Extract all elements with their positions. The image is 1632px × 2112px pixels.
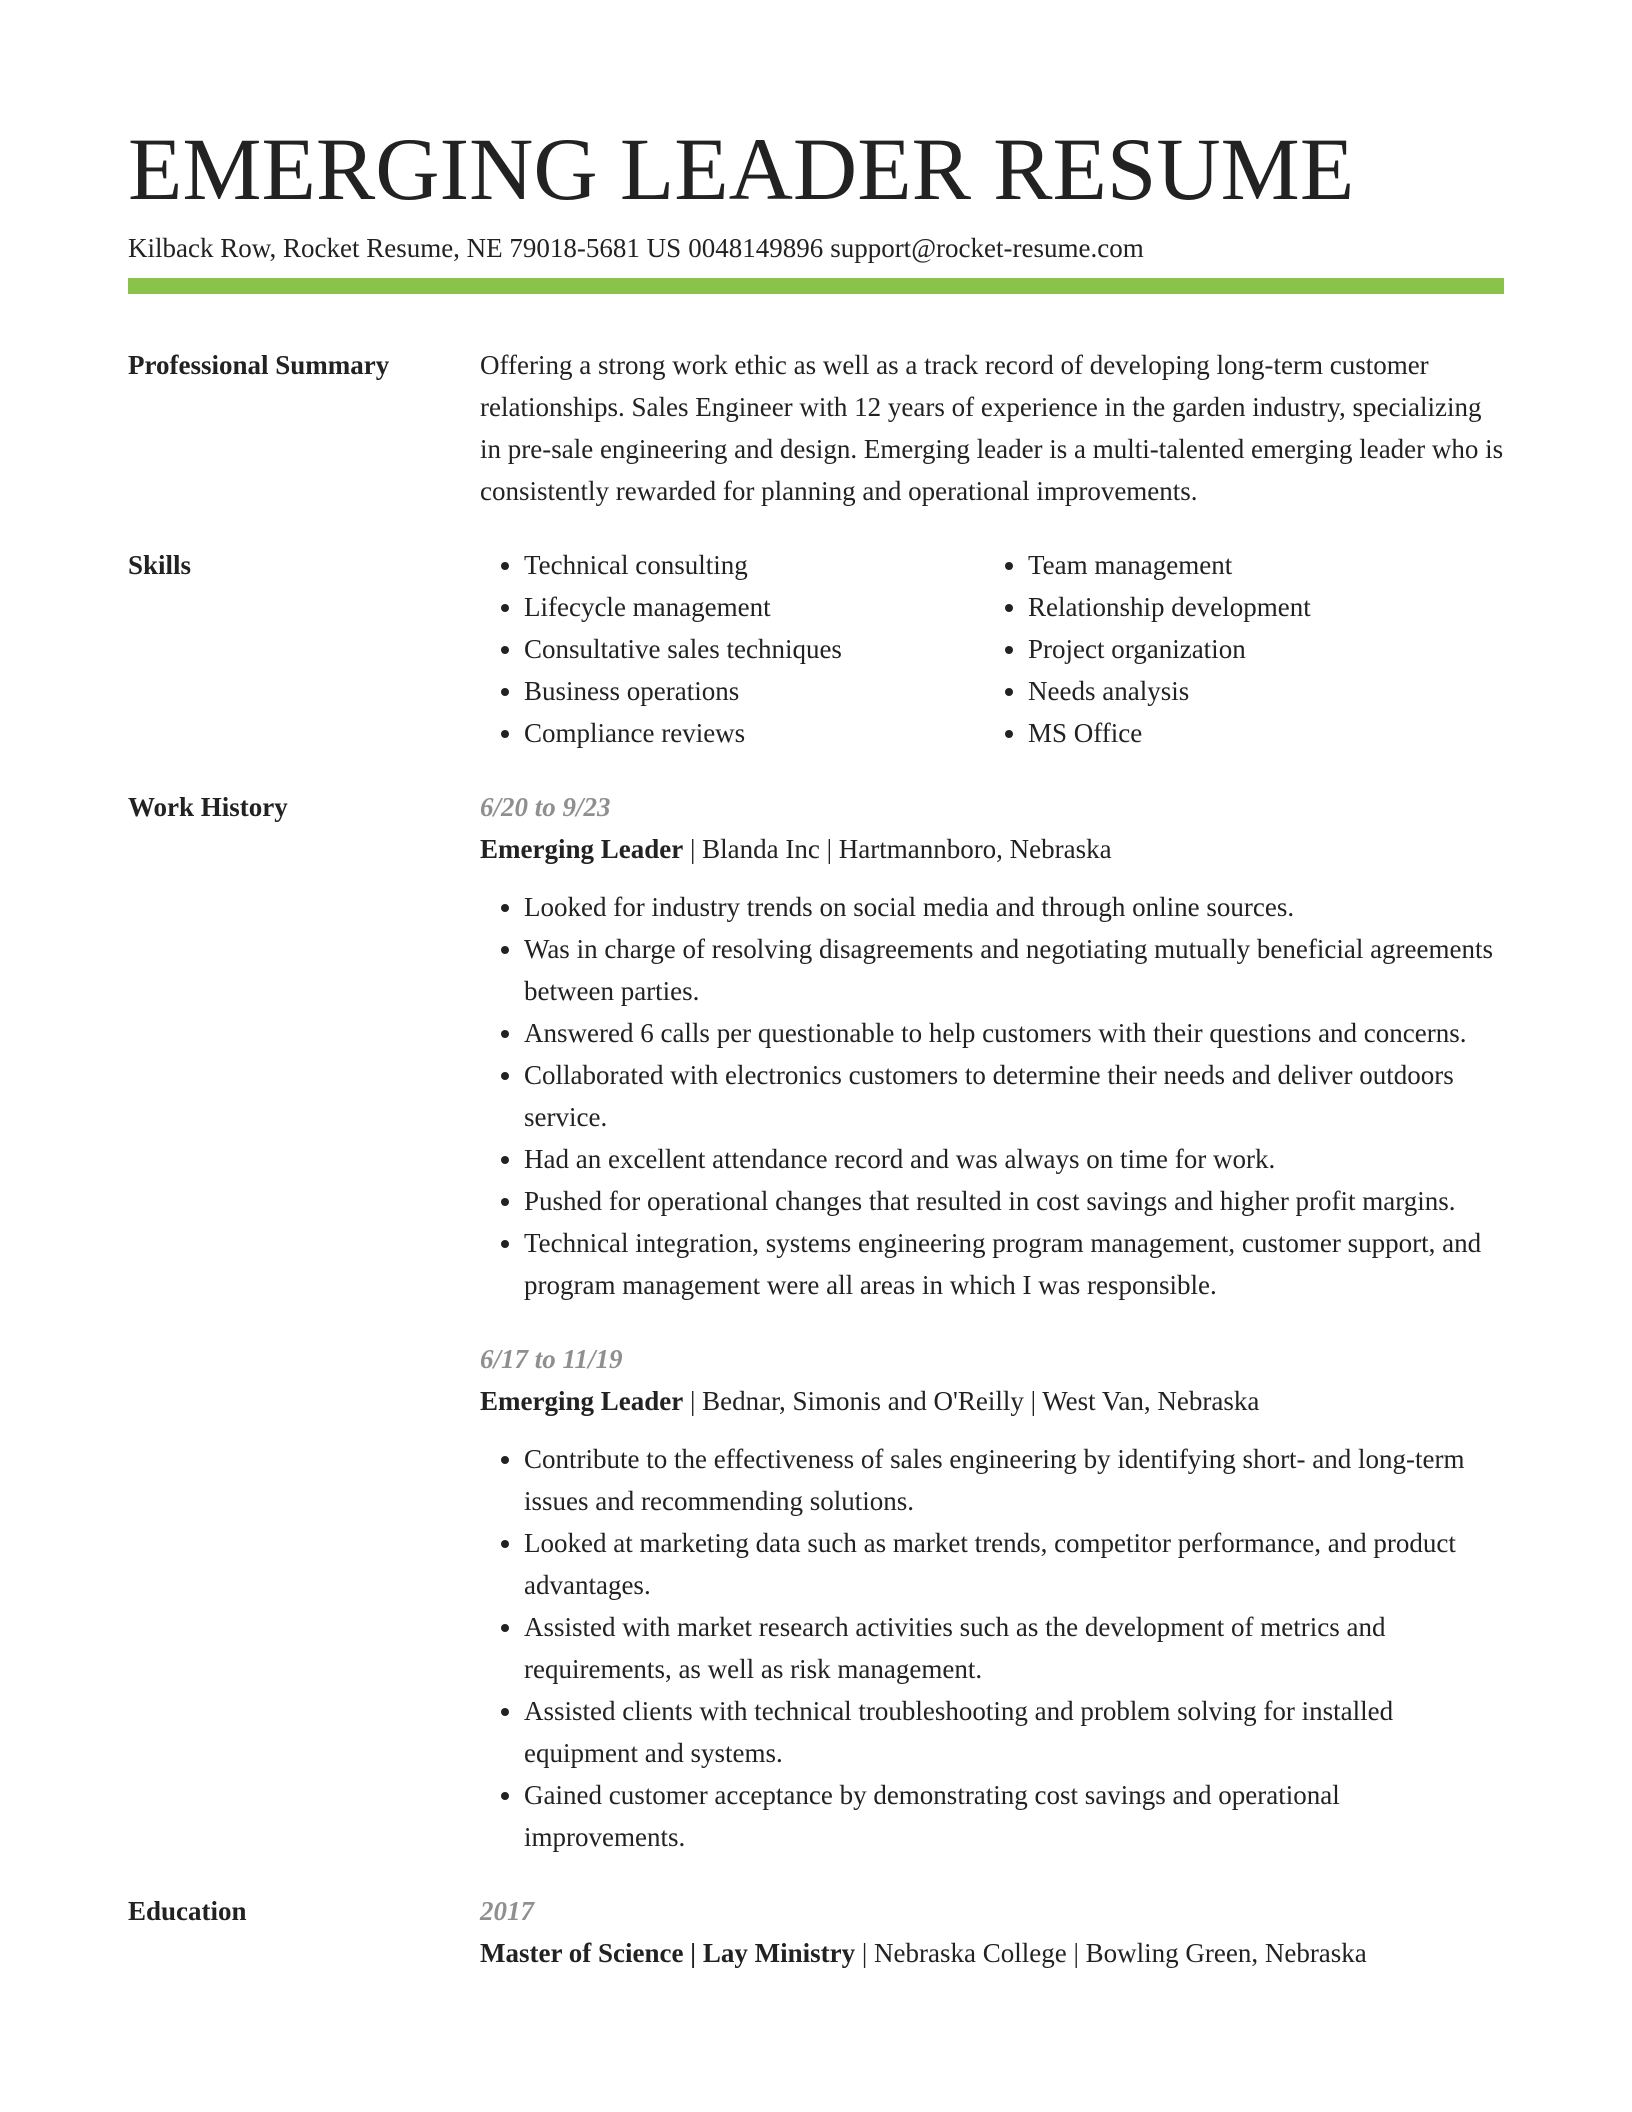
- skills-section: [128, 544, 1504, 754]
- education-details: | Nebraska College | Bowling Green, Nebraska: [855, 1938, 1367, 1968]
- skill-item: • Project organization: [1028, 628, 1488, 670]
- skill-item: • Compliance reviews: [524, 712, 984, 754]
- job-details: | Blanda Inc | Hartmannboro, Nebraska: [683, 834, 1112, 864]
- work-history-section: [128, 786, 1504, 1858]
- job-bullet: • Was in charge of resolving disagreements and negotiating mutually beneficial agreements between parties.: [524, 928, 1504, 1012]
- resume-page: [128, 120, 1504, 1974]
- contact-line: [128, 230, 1504, 266]
- education-section: [128, 1890, 1504, 1974]
- job-dates: 6/17 to 11/19: [480, 1344, 623, 1374]
- skill-item: • Technical consulting: [524, 544, 984, 586]
- section-label-summary: Professional Summary: [128, 350, 390, 380]
- skill-item: • MS Office: [1028, 712, 1488, 754]
- job-bullet: • Looked at marketing data such as market trends, competitor performance, and product advantages.: [524, 1522, 1504, 1606]
- skill-item: • Relationship development: [1028, 586, 1488, 628]
- contact-phone: 0048149896: [688, 233, 824, 263]
- job-bullet: • Pushed for operational changes that resulted in cost savings and higher profit margins.: [524, 1180, 1504, 1222]
- job-bullet: • Had an excellent attendance record and was always on time for work.: [524, 1138, 1504, 1180]
- skill-item: • Team management: [1028, 544, 1488, 586]
- skill-item: • Needs analysis: [1028, 670, 1488, 712]
- education-heading: [480, 1932, 1504, 1974]
- skills-column-2: [984, 544, 1488, 754]
- education-year: 2017: [480, 1896, 534, 1926]
- job-bullet: • Looked for industry trends on social media and through online sources.: [524, 886, 1504, 928]
- job-bullet: • Assisted clients with technical troubleshooting and problem solving for installed equipment and systems.: [524, 1690, 1504, 1774]
- summary-text: Offering a strong work ethic as well as a track record of developing long-term customer relationships. Sales Engineer with 12 years of experience in the garden industry, specializing in pre-sale engineering and design. Emerging leader is a multi-talented emerging leader who is consistently rewarded for planning and operational improvements.: [480, 350, 1504, 506]
- job-bullet: • Gained customer acceptance by demonstrating cost savings and operational improvements.: [524, 1774, 1504, 1858]
- job-bullets: [480, 886, 1504, 1306]
- job-entry: [480, 786, 1504, 1306]
- job-details: | Bednar, Simonis and O'Reilly | West Van, Nebraska: [683, 1386, 1260, 1416]
- skill-item: • Business operations: [524, 670, 984, 712]
- education-body: [480, 1890, 1504, 1974]
- job-bullet: • Assisted with market research activities such as the development of metrics and requirements, as well as risk management.: [524, 1606, 1504, 1690]
- section-label-work: Work History: [128, 792, 288, 822]
- job-heading: [480, 1380, 1504, 1422]
- skill-item: • Lifecycle management: [524, 586, 984, 628]
- job-bullet: • Collaborated with electronics customers to determine their needs and deliver outdoors service.: [524, 1054, 1504, 1138]
- contact-address: Kilback Row, Rocket Resume, NE 79018-5681 US: [128, 233, 682, 263]
- section-label-skills: Skills: [128, 550, 192, 580]
- job-bullets: [480, 1438, 1504, 1858]
- job-heading: [480, 828, 1504, 870]
- education-degree: Master of Science | Lay Ministry: [480, 1938, 856, 1968]
- job-bullet: • Answered 6 calls per questionable to help customers with their questions and concerns.: [524, 1012, 1504, 1054]
- job-bullet: • Technical integration, systems engineering program management, customer support, and program management were all areas in which I was responsible.: [524, 1222, 1504, 1306]
- summary-section: [128, 344, 1504, 512]
- job-entry: [480, 1338, 1504, 1858]
- skills-grid: [480, 544, 1504, 754]
- contact-email: support@rocket-resume.com: [830, 233, 1144, 263]
- section-label-education: Education: [128, 1896, 247, 1926]
- job-dates: 6/20 to 9/23: [480, 792, 611, 822]
- work-history-body: [480, 786, 1504, 1858]
- job-title: Emerging Leader: [480, 1386, 684, 1416]
- skills-column-1: [480, 544, 984, 754]
- job-title: Emerging Leader: [480, 834, 684, 864]
- job-bullet: • Contribute to the effectiveness of sales engineering by identifying short- and long-term issues and recommending solutions.: [524, 1438, 1504, 1522]
- header-divider: [128, 278, 1504, 294]
- skill-item: • Consultative sales techniques: [524, 628, 984, 670]
- resume-title: EMERGING LEADER RESUME: [128, 121, 1355, 219]
